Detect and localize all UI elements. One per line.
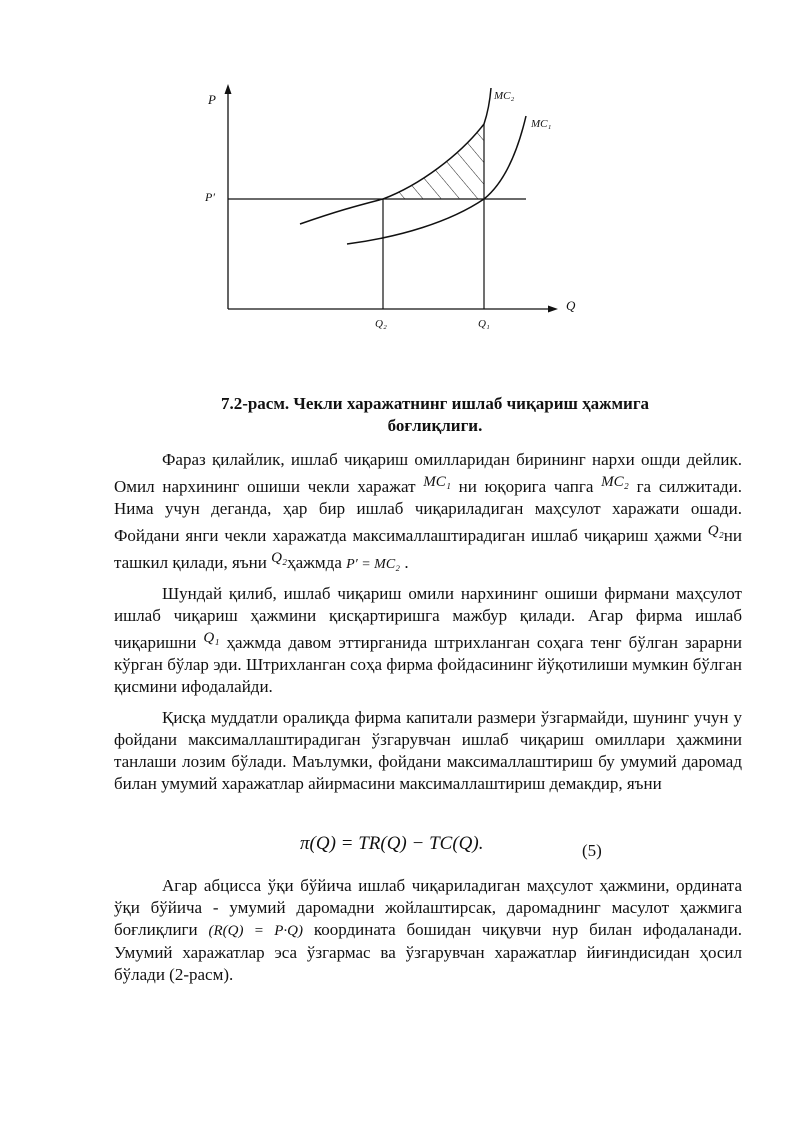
p1-equation: P′ = MC₂ [346,557,401,572]
p1-text-4: ни ташкил қилади, яъни [114,526,742,572]
mc1-label: MC₁ [531,118,552,130]
profit-formula: π(Q) = TR(Q) − TC(Q). [300,833,484,854]
p1-text-3: га силжитади. Нима учун деганда, ҳар бир ишлаб чиқариладиган маҳсулот харажати ошади. Фойдани янги чекли харажатда максималлаштирадиган ишлаб чиқариш ҳажми [114,477,742,545]
p1-q2-b: Q₂ [271,550,288,566]
p1-mc2: MC₂ [601,474,629,490]
hatched-loss-area [380,110,490,205]
price-label: P′ [205,190,215,204]
axis-x-label: Q [566,298,576,313]
p4-text-2: координата бошидан чиқувчи нур билан ифодаланади. Умумий харажатлар эса ўзгармас ва ўзгарувчан харажатлар йиғиндисидан ҳосил бўлади (2-расм). [114,920,742,984]
paragraph-1 [114,449,742,576]
p1-text-1: Фараз қилайлик, ишлаб чиқариш омилларидан бирининг нархи ошди дейлик. Омил нархининг ошиши чекли харажат [114,450,742,496]
p1-text-2: ни юқорига чапга [450,477,602,496]
equation-number: (5) [582,841,602,860]
q2-label: Q₂ [375,318,387,330]
p1-q2-a: Q₂ [707,523,724,539]
axis-y-label: P [208,92,216,107]
paragraph-3: Қисқа муддатли оралиқда фирма капитали размери ўзгармайди, шунинг учун у фойдани максималлаштирадиган ўзгарувчан ишлаб чиқариш омиллари ҳажмини танлаши лозим бўлади. Маълумки, фойдани максималлаштириш бу умумий даромад билан умумий харажатлар айирмасини максималлаштириш демакдир, яъни [114,708,742,793]
paragraph-4 [114,875,742,986]
caption-line-1: 7.2-расм. Чекли харажатнинг ишлаб чиқариш ҳажмига [220,394,650,413]
p1-text-6: . [400,553,409,572]
p4-equation: (R(Q) = P·Q) [208,923,303,939]
p1-mc1: MC₁ [423,474,451,490]
caption-line-2: боғлиқлиги. [387,416,483,435]
p1-text-5: ҳажмда [287,553,347,572]
figure-caption [150,393,720,437]
q1-label: Q₁ [478,318,490,330]
p2-text-1: Шундай қилиб, ишлаб чиқариш омили нархининг ошиши фирмани маҳсулот ишлаб чиқариш ҳажмини қисқартиришга мажбур қилади. Агар фирма ишлаб чиқаришни [114,584,742,652]
mc2-label: MC₂ [494,90,515,102]
marginal-cost-figure [0,0,800,350]
p2-q1: Q₁ [203,630,220,646]
paragraph-2 [114,583,742,698]
y-axis-arrow [225,84,232,94]
x-axis-arrow [548,306,558,313]
p2-text-2: ҳажмда давом эттирганида штрихланган соҳага тенг бўлган зарарни кўрган бўлар эди. Штрихланган соҳа фирма фойдасининг йўқотилиши мумкин бўлган қисмини ифодалайди. [114,633,742,696]
p4-text-1: Агар абцисса ўқи бўйича ишлаб чиқариладиган маҳсулот ҳажмини, ордината ўқи бўйича - умумий даромадни жойлаштирсак, даромаднинг масулот ҳажмига боғлиқлиги [114,876,742,939]
